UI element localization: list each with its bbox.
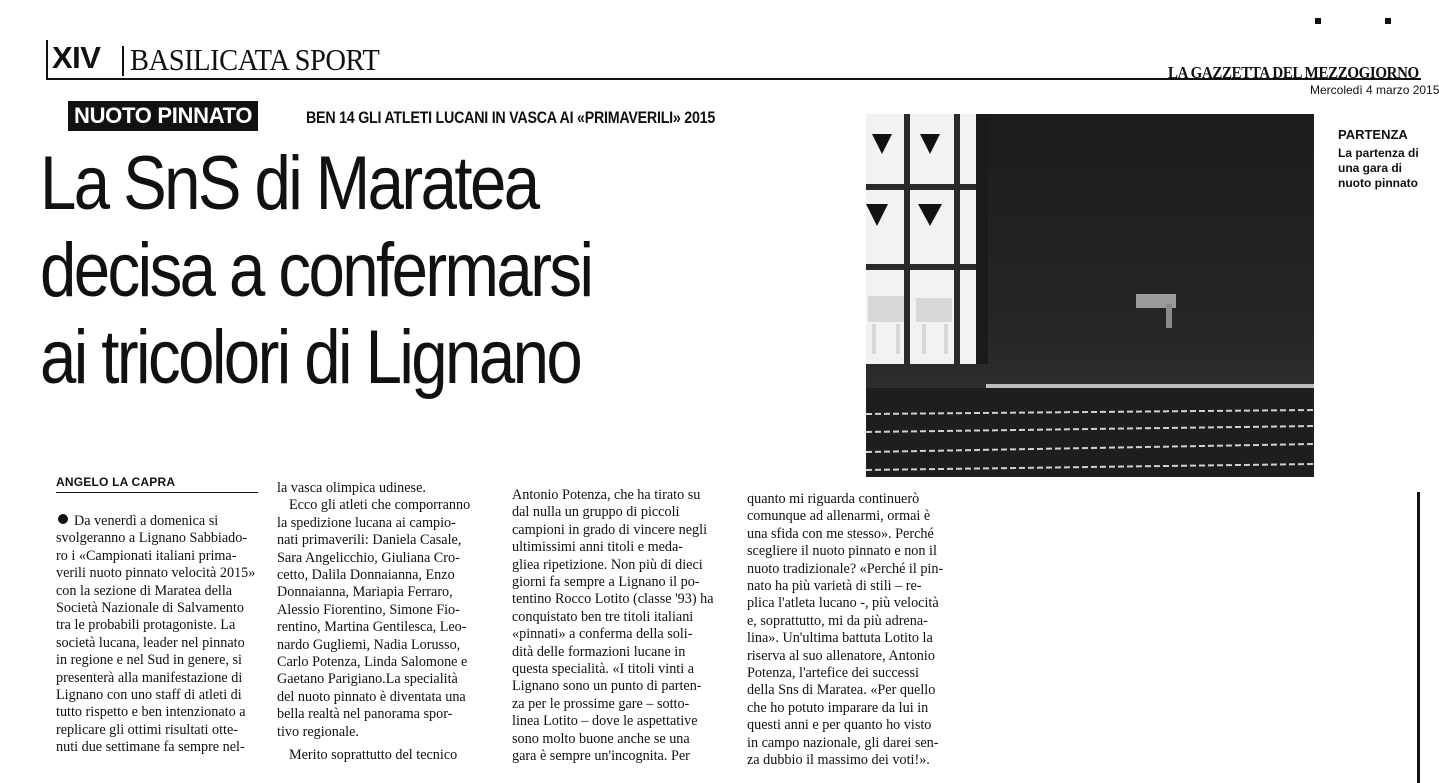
article-line: Ecco gli atleti che comporranno: [289, 497, 471, 514]
article-line: una sfida con me stesso». Perché: [747, 525, 934, 542]
section-title: BASILICATA SPORT: [130, 42, 380, 77]
article-line: Lignano sono un punto di parten-: [512, 678, 702, 695]
article-line: tutto rispetto e ben intenzionato a: [56, 704, 246, 721]
article-line: del nuoto pinnato è diventata una: [277, 688, 466, 705]
byline-rule: [56, 492, 258, 493]
article-line: Merito soprattutto del tecnico: [289, 747, 458, 764]
article-line: che ho potuto imparare da lui in: [747, 699, 929, 716]
article-line: quanto mi riguarda continuerò: [747, 491, 920, 507]
pool-photo: [866, 114, 1314, 477]
headline-line: decisa a confermarsi: [40, 228, 592, 313]
article-line: replicare gli ottimi risultati otte-: [56, 721, 239, 738]
article-line: Sara Angelicchio, Giuliana Cro-: [277, 549, 460, 566]
headline-line: La SnS di Maratea: [40, 141, 538, 226]
article-line: dità delle formazioni lucane in: [512, 643, 686, 660]
article-line: Da venerdì a domenica si: [56, 513, 256, 530]
article-line: rentino, Martina Gentilesca, Leo-: [277, 619, 467, 636]
newspaper-masthead: LA GAZZETTA DEL MEZZOGIORNO: [1168, 63, 1419, 82]
article-line: Alessio Fiorentino, Simone Fio-: [277, 601, 460, 618]
article-line: Antonio Potenza, che ha tirato su: [512, 487, 701, 503]
article-line: dal nulla un gruppo di piccoli: [512, 504, 680, 521]
article-line: bella realtà nel panorama spor-: [277, 706, 453, 723]
article-line: e, soprattutto, mi da più adrena-: [747, 612, 928, 629]
article-column-1: [56, 513, 256, 757]
article-line: Potenza, l'artefice dei successi: [747, 665, 919, 682]
article-line: giorni fa sempre a Lignano il po-: [512, 574, 700, 591]
issue-date: Mercoledì 4 marzo 2015: [1310, 83, 1439, 97]
article-line: questa specialità. «I titoli vinti a: [512, 661, 695, 678]
article-line: gara è sempre un'incognita. Per: [512, 748, 690, 765]
article-line: campioni in grado di vincere negli: [512, 521, 708, 538]
bullet-icon: [58, 514, 68, 524]
caption-line: La partenza di: [1338, 146, 1419, 160]
article-line: nuoto tradizionale? «Perché il pin-: [747, 560, 944, 577]
article-line: za dubbio il massimo dei voti!».: [747, 752, 930, 769]
caption-line: una gara di: [1338, 161, 1403, 175]
article-line: in campo nazionale, gli darei sen-: [747, 734, 939, 751]
pool-photo-illustration: [866, 114, 1314, 477]
headline-line: ai tricolori di Lignano: [40, 315, 581, 400]
article-line: riserva al suo allenatore, Antonio: [747, 647, 935, 664]
article-line: ro i «Campionati italiani prima-: [56, 547, 237, 564]
article-line: gliea ripetizione. Non più di dieci: [512, 556, 703, 573]
photo-caption: [1338, 146, 1419, 191]
article-line: scegliere il nuoto pinnato e non il: [747, 543, 937, 560]
article-line: tentino Rocco Lotito (classe '93) ha: [512, 591, 714, 608]
article-line: tra le probabili protagoniste. La: [56, 617, 236, 634]
article-line: za per le prossime gare – sotto-: [512, 695, 690, 712]
headline: [40, 140, 728, 401]
article-line: con la sezione di Maratea della: [56, 582, 233, 599]
article-line: svolgeranno a Lignano Sabbiado-: [56, 530, 248, 547]
article-column-4: [747, 491, 969, 770]
article-line: linea Lotito – dove le aspettative: [512, 713, 698, 730]
article-line: la vasca olimpica udinese.: [277, 480, 426, 496]
page-number: XIV: [52, 40, 101, 75]
article-line: tivo regionale.: [277, 723, 359, 740]
header-left-bar: [46, 40, 48, 78]
caption-line: nuoto pinnato: [1338, 176, 1418, 190]
registration-mark: [1385, 18, 1391, 24]
article-line: verili nuoto pinnato velocità 2015»: [56, 565, 256, 582]
article-line: conquistato ben tre titoli italiani: [512, 608, 694, 625]
registration-mark: [1315, 18, 1321, 24]
article-column-2: [277, 480, 489, 765]
article-line: comunque ad allenarmi, ormai è: [747, 508, 931, 525]
header-divider: [122, 46, 124, 76]
photo-caption-title: PARTENZA: [1338, 127, 1408, 142]
article-line: Lignano con uno staff di atleti di: [56, 687, 242, 704]
article-line: lina». Un'ultima battuta Lotito la: [747, 630, 933, 647]
kicker-text: BEN 14 GLI ATLETI LUCANI IN VASCA AI «PRIMAVERILI» 2015: [306, 108, 716, 127]
article-line: nato ha più varietà di stili – re-: [747, 578, 922, 595]
page-edge-rule: [1417, 492, 1420, 783]
article-line: Carlo Potenza, Linda Salomone e: [277, 654, 468, 671]
byline: ANGELO LA CAPRA: [56, 475, 176, 489]
article-line: nati primaverili: Daniela Casale,: [277, 532, 462, 549]
article-line: ultimissimi anni titoli e meda-: [512, 539, 684, 556]
article-line: nuti due settimane fa sempre nel-: [56, 739, 245, 756]
article-line: plica l'atleta lucano -, più velocità: [747, 595, 939, 612]
article-line: questi anni e per quanto ho visto: [747, 717, 932, 734]
article-line: cetto, Dalila Donnaianna, Enzo: [277, 567, 455, 584]
article-line: in regione e nel Sud in genere, si: [56, 652, 242, 669]
article-line: società lucana, leader nel pinnato: [56, 634, 245, 651]
article-line: nardo Gugliemi, Nadia Lorusso,: [277, 636, 461, 653]
kicker-label: NUOTO PINNATO: [68, 101, 258, 131]
article-line: della Sns di Maratea. «Per quello: [747, 682, 936, 699]
article-line: la spedizione lucana ai campio-: [277, 514, 456, 531]
article-line: Società Nazionale di Salvamento: [56, 600, 244, 617]
article-line: Donnaianna, Mariapia Ferraro,: [277, 584, 453, 601]
article-column-3: [512, 487, 728, 766]
article-line: Gaetano Parigiano.La specialità: [277, 671, 458, 688]
article-line: «pinnati» a conferma della soli-: [512, 626, 693, 643]
article-line: presenterà alla manifestazione di: [56, 669, 243, 686]
article-line: sono molto buone anche se una: [512, 730, 690, 747]
